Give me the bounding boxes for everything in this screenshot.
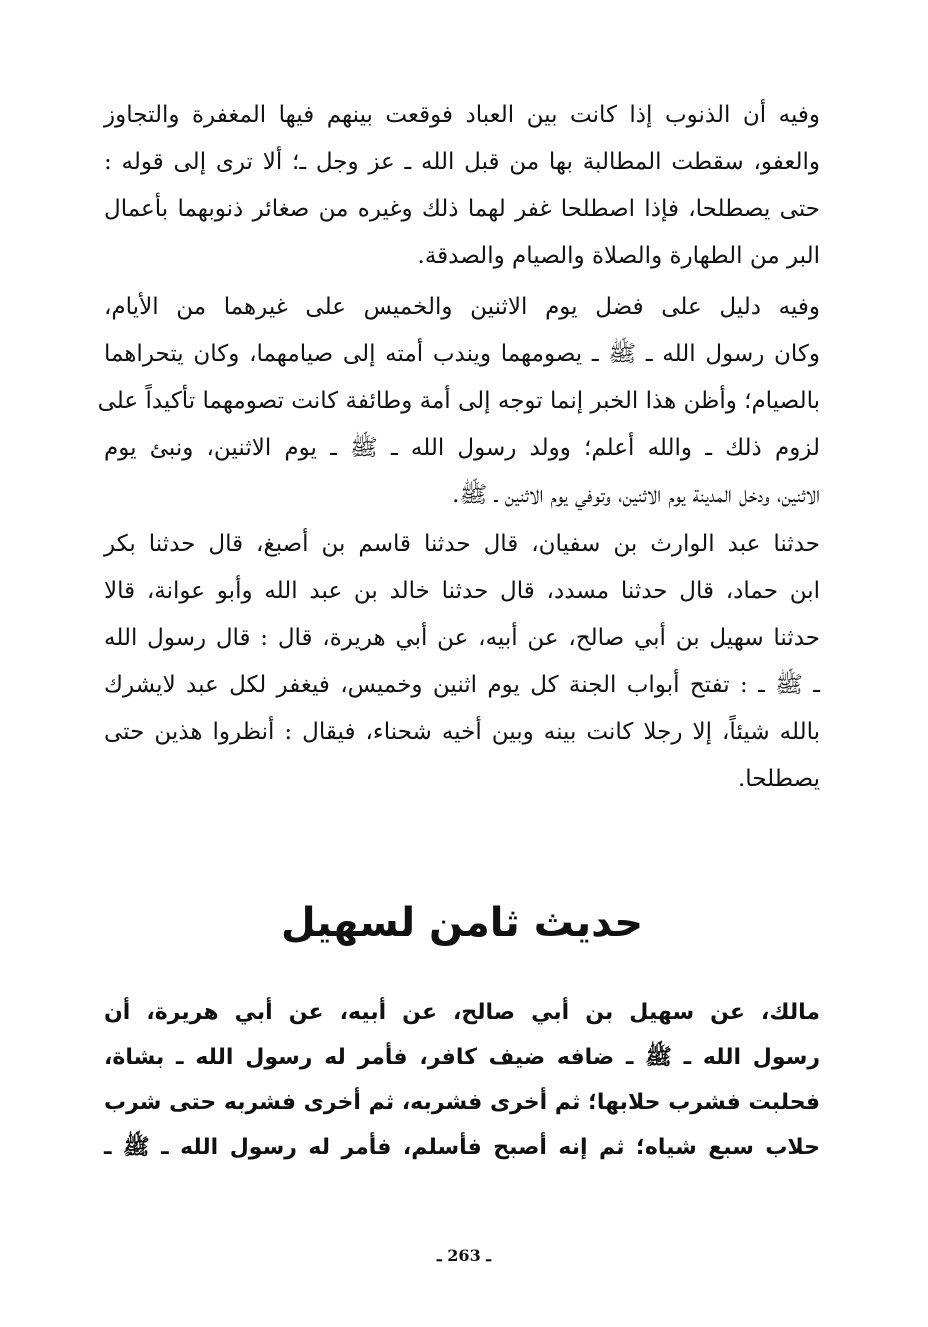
bold-paragraph-line: مالك، عن سهيل بن أبي صالح، عن أبيه، عن أبي هريرة، أن (104, 1000, 820, 1025)
paragraph-2 (97, 284, 820, 519)
bold-paragraph-line: حلاب سبع شياه؛ ثم إنه أصبح فأسلم، فأمر له رسول الله ـ ﷺ ـ (104, 1135, 820, 1160)
paragraph-line: وفيه دليل على فضل يوم الاثنين والخميس على غيرهما من الأيام، (104, 294, 820, 320)
paragraph-line: حتى يصطلحا، فإذا اصطلحا غفر لهما ذلك وغيره من صغائر ذنوبهما بأعمال (104, 196, 820, 222)
paragraph-3 (104, 521, 820, 803)
paragraph-1 (104, 92, 820, 280)
paragraph-line: حدثنا عبد الوارث بن سفيان، قال حدثنا قاسم بن أصبغ، قال حدثنا بكر (104, 531, 820, 557)
paragraph-line: حدثنا سهيل بن أبي صالح، عن أبيه، عن أبي هريرة، قال : قال رسول الله (104, 625, 820, 651)
bold-paragraph (104, 990, 820, 1170)
paragraph-line: البر من الطهارة والصلاة والصيام والصدقة. (417, 243, 820, 269)
section-heading: حديث ثامن لسهيل (280, 900, 644, 946)
paragraph-line: وفيه أن الذنوب إذا كانت بين العباد فوقعت بينهم فيها المغفرة والتجاوز (104, 102, 820, 128)
body-text (97, 92, 820, 803)
paragraph-line: والعفو، سقطت المطالبة بها من قبل الله ـ عز وجل ـ؛ ألا ترى إلى قوله : (104, 149, 820, 175)
bold-paragraph-line: رسول الله ـ ﷺ ـ ضافه ضيف كافر، فأمر له رسول الله ـ بشاة، (104, 1045, 820, 1070)
bold-paragraph-line: فحلبت فشرب حلابها؛ ثم أخرى فشربه، ثم أخرى فشربه حتى شرب (104, 1090, 820, 1115)
page-number: ـ 263 ـ (437, 1246, 491, 1265)
paragraph-line: الاثنين، ودخل المدينة يوم الاثنين، وتوفي يوم الاثنين ـ ﷺ. (452, 482, 820, 508)
paragraph-line: يصطلحا. (738, 766, 820, 792)
paragraph-line: ـ ﷺ ـ : تفتح أبواب الجنة كل يوم اثنين وخميس، فيغفر لكل عبد لايشرك (104, 672, 820, 698)
paragraph-line: بالصيام؛ وأظن هذا الخبر إنما توجه إلى أمة وطائفة كانت تصومهما تأكيداً على (97, 388, 820, 414)
paragraph-line: لزوم ذلك ـ والله أعلم؛ وولد رسول الله ـ ﷺ ـ يوم الاثنين، ونبئ يوم (104, 435, 820, 461)
paragraph-line: بالله شيئاً، إلا رجلا كانت بينه وبين أخيه شحناء، فيقال : أنظروا هذين حتى (104, 719, 820, 745)
paragraph-line: وكان رسول الله ـ ﷺ ـ يصومهما ويندب أمته إلى صيامهما، وكان يتحراهما (104, 341, 820, 367)
paragraph-line: ابن حماد، قال حدثنا مسدد، قال حدثنا خالد بن عبد الله وأبو عوانة، قالا (104, 578, 820, 604)
